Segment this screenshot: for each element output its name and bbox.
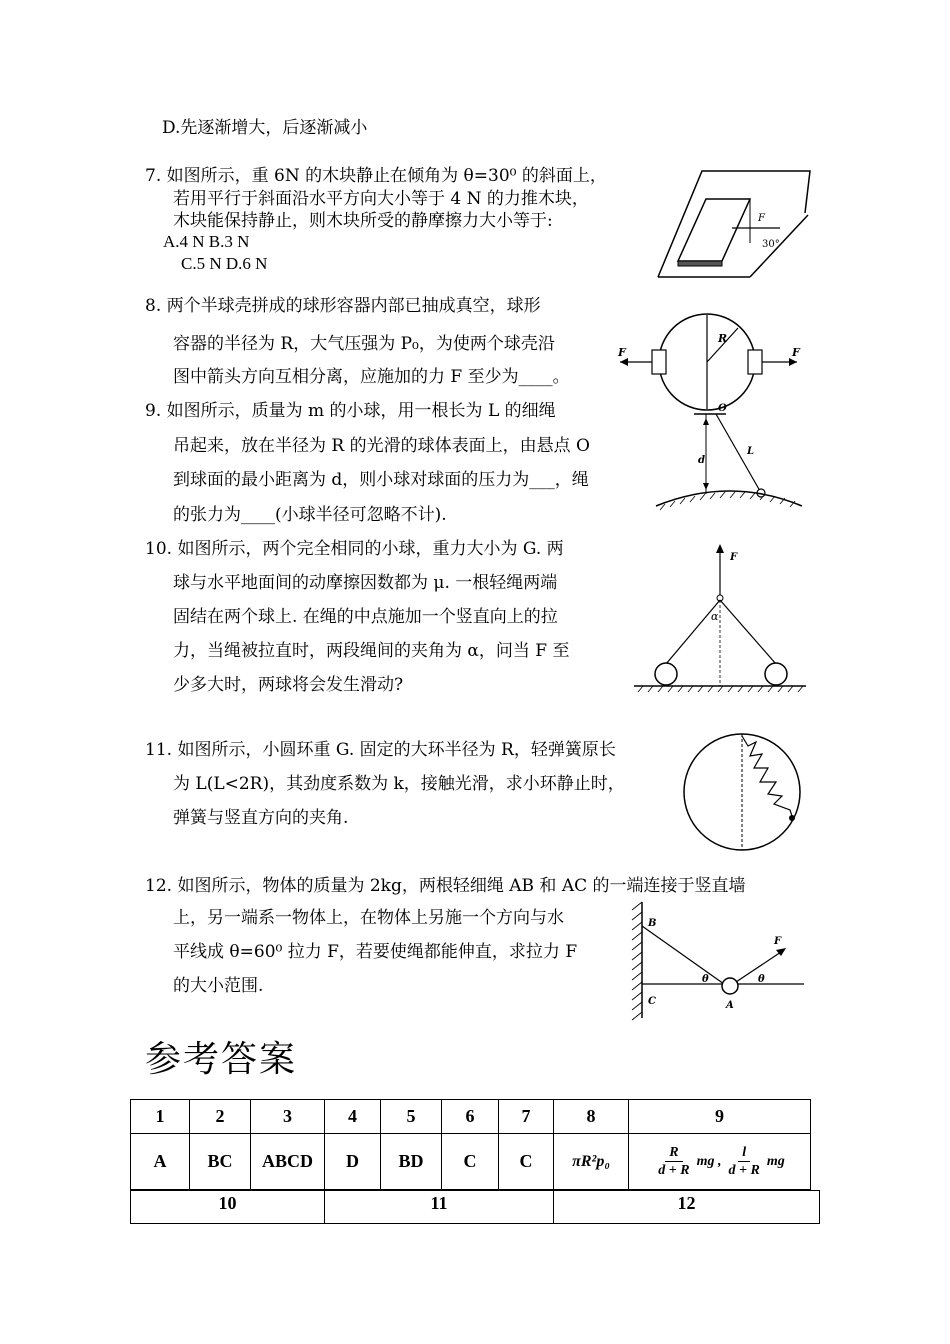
- q12-fig-label-theta-left: θ: [702, 974, 709, 985]
- q6-option-d: D.先逐渐增大，后逐渐减小: [162, 118, 368, 138]
- q12-fig-label-b: B: [648, 918, 657, 929]
- q9-line-1: 9. 如图所示，质量为 m 的小球，用一根长为 L 的细绳: [145, 401, 556, 421]
- answer-9-frac1-denominator: d + R: [658, 1163, 690, 1178]
- q12-fig-label-f: F: [774, 936, 782, 947]
- q8-line-1: 8. 两个半球壳拼成的球形容器内部已抽成真空，球形: [145, 296, 541, 316]
- q10-line-3: 固结在两个球上. 在绳的中点施加一个竖直向上的拉: [173, 607, 558, 627]
- answer-9-frac1-numerator: R: [665, 1144, 682, 1162]
- table-header-6: 6: [465, 1106, 475, 1126]
- q12-fig-label-c: C: [648, 996, 656, 1007]
- table-header-3: 3: [283, 1106, 292, 1126]
- table-header-8: 8: [586, 1106, 596, 1126]
- q9-fig-label-o: O: [718, 403, 727, 414]
- table-header-9: 9: [715, 1106, 724, 1126]
- answer-9-term-2: mg: [766, 1153, 785, 1169]
- q11-line-1: 11. 如图所示，小圆环重 G. 固定的大环半径为 R，轻弹簧原长: [145, 740, 616, 760]
- answer-1: A: [153, 1151, 167, 1171]
- q7-line-1: 7. 如图所示，重 6N 的木块静止在倾角为 θ=30⁰ 的斜面上，: [145, 166, 607, 186]
- q7-line-3: 木块能保持静止，则木块所受的静摩擦力大小等于:: [173, 211, 553, 231]
- q10-fig-label-alpha: α: [711, 610, 719, 623]
- q10-line-1: 10. 如图所示，两个完全相同的小球，重力大小为 G. 两: [145, 539, 564, 559]
- answer-5: BD: [398, 1151, 424, 1171]
- answer-8: πR²p₀: [572, 1152, 610, 1170]
- q8-line-2: 容器的半径为 R，大气压强为 P₀，为使两个球壳沿: [173, 334, 555, 354]
- table-header-10: 10: [218, 1192, 237, 1213]
- q9-line-2: 吊起来，放在半径为 R 的光滑的球体表面上，由悬点 O: [173, 436, 590, 456]
- q8-fig-label-f-right: F: [792, 346, 800, 359]
- q12-line-1: 12. 如图所示，物体的质量为 2kg，两根轻细绳 AB 和 AC 的一端连接于竖直墙: [145, 876, 746, 896]
- table-header-12: 12: [677, 1192, 696, 1213]
- table-header-4: 4: [348, 1106, 357, 1126]
- q8-fig-label-r: R: [718, 332, 728, 345]
- answer-4: D: [346, 1151, 359, 1171]
- answer-9-fraction-1: [654, 1144, 693, 1179]
- q11-line-3: 弹簧与竖直方向的夹角.: [173, 808, 349, 828]
- q10-line-2: 球与水平地面间的动摩擦因数都为 μ. 一根轻绳两端: [173, 573, 558, 593]
- answer-2: BC: [207, 1151, 233, 1171]
- q10-line-4: 力，当绳被拉直时，两段绳间的夹角为 α，问当 F 至: [173, 641, 570, 661]
- answer-9-fraction-2: [725, 1144, 764, 1179]
- answer-7: C: [519, 1151, 533, 1171]
- answers-heading: 参考答案: [145, 1039, 298, 1080]
- table-header-11: 11: [430, 1192, 448, 1213]
- table-header-2: 2: [215, 1106, 225, 1126]
- q9-fig-label-d: d: [698, 455, 705, 466]
- answer-6: C: [463, 1151, 477, 1171]
- q9-fig-label-l: L: [747, 446, 755, 457]
- table-header-1: 1: [155, 1106, 165, 1126]
- q7-fig-label-angle: 30°: [762, 239, 780, 250]
- q9-line-3: 到球面的最小距离为 d，则小球对球面的压力为___，绳: [173, 470, 589, 490]
- q7-options-row-2: C.5 N D.6 N: [181, 254, 268, 273]
- q7-options-row-1: A.4 N B.3 N: [163, 232, 250, 251]
- q12-fig-label-a: A: [726, 1000, 734, 1011]
- q7-fig-label-f: F: [758, 213, 765, 224]
- q12-line-4: 的大小范围.: [173, 976, 264, 996]
- q12-fig-label-theta-right: θ: [758, 974, 765, 985]
- table-header-7: 7: [521, 1106, 531, 1126]
- answer-9: [629, 1134, 810, 1189]
- q8-fig-label-f-left: F: [618, 346, 626, 359]
- q10-line-5: 少多大时，两球将会发生滑动?: [173, 675, 404, 695]
- answer-9-term-1: mg ,: [696, 1153, 722, 1169]
- q10-fig-label-f: F: [730, 552, 738, 563]
- q12-line-2: 上，另一端系一物体上，在物体上另施一个方向与水: [173, 908, 564, 928]
- answer-9-frac2-denominator: d + R: [728, 1163, 760, 1178]
- answer-9-frac2-numerator: l: [738, 1144, 750, 1162]
- q9-line-4: 的张力为____(小球半径可忽略不计).: [173, 505, 447, 525]
- q8-line-3: 图中箭头方向互相分离，应施加的力 F 至少为____。: [173, 367, 570, 387]
- answer-3: ABCD: [261, 1151, 313, 1171]
- table-header-5: 5: [406, 1106, 416, 1126]
- q11-line-2: 为 L(L<2R)，其劲度系数为 k，接触光滑，求小环静止时，: [173, 774, 625, 794]
- q12-line-3: 平线成 θ=60⁰ 拉力 F，若要使绳都能伸直，求拉力 F: [173, 942, 578, 962]
- q7-line-2: 若用平行于斜面沿水平方向大小等于 4 N 的力推木块，: [173, 189, 589, 209]
